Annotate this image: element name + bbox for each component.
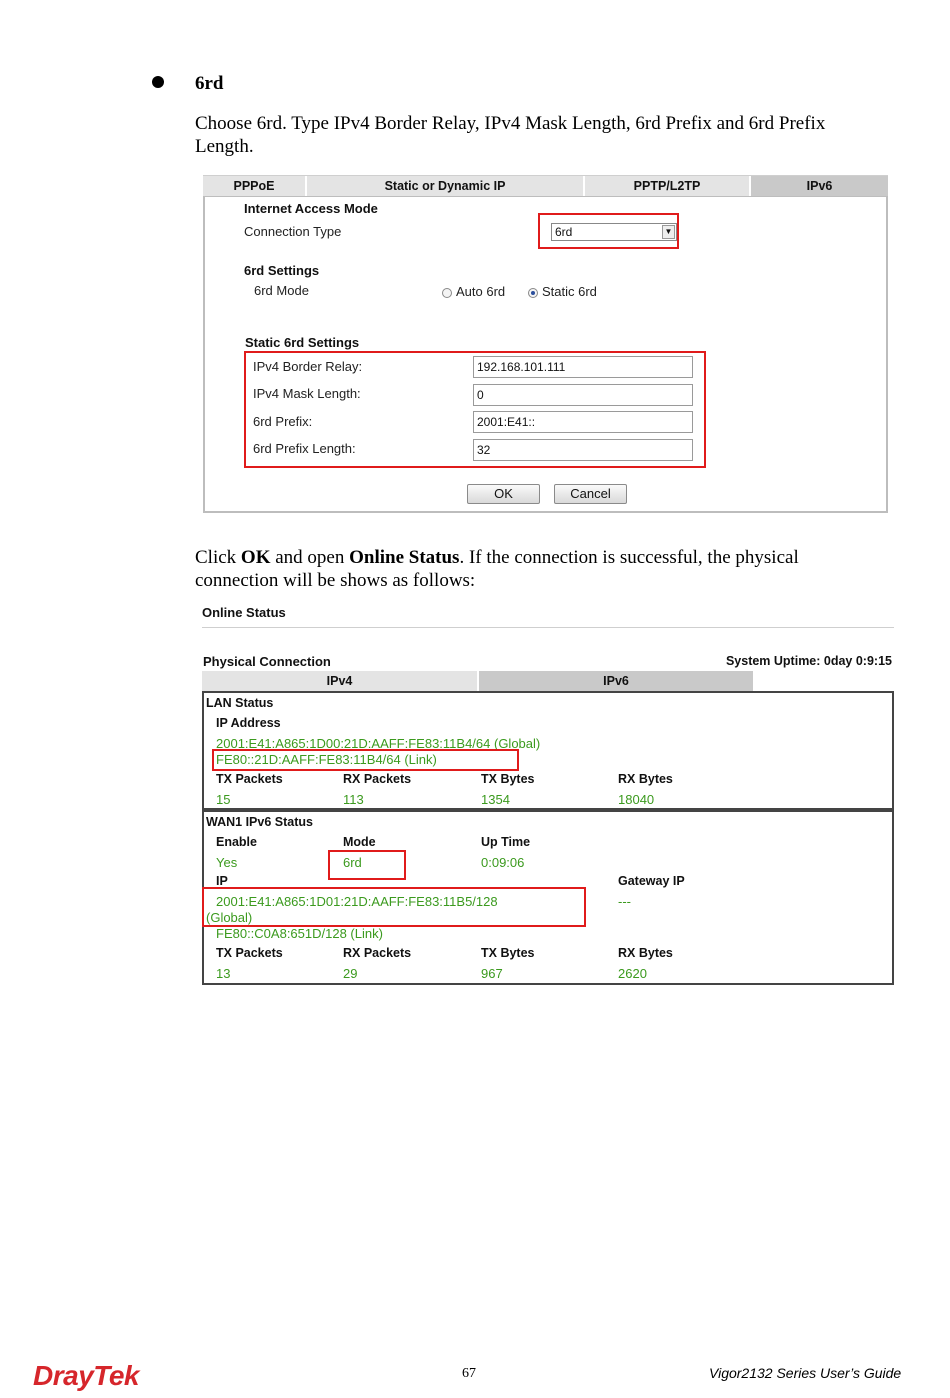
wan-ip-link: FE80::C0A8:651D/128 (Link)	[216, 926, 383, 941]
wan-ip-label: IP	[216, 874, 228, 888]
wan-uptime-value: 0:09:06	[481, 855, 525, 870]
border-relay-label: IPv4 Border Relay:	[253, 359, 363, 374]
title-divider	[202, 627, 894, 628]
tab-pptp-l2tp[interactable]: PPTP/L2TP	[585, 176, 751, 197]
lan-ip-global: 2001:E41:A865:1D00:21D:AAFF:FE83:11B4/64 (Global)	[216, 736, 541, 751]
static-6rd-settings-heading: Static 6rd Settings	[245, 335, 360, 350]
lan-tx-bytes: 1354	[481, 792, 510, 807]
lan-tx-packets-label: TX Packets	[216, 772, 283, 786]
lan-ip-address-label: IP Address	[216, 716, 281, 730]
ipv6-settings-panel	[203, 196, 888, 513]
wan-ip-global-suffix: (Global)	[206, 910, 253, 925]
wan-gateway-value: ---	[618, 894, 631, 909]
lan-ip-link: FE80::21D:AAFF:FE83:11B4/64 (Link)	[216, 752, 437, 767]
radio-static-6rd-label: Static 6rd	[542, 284, 597, 299]
radio-static-6rd[interactable]	[528, 288, 538, 298]
lan-status-heading: LAN Status	[206, 696, 274, 710]
mask-length-label: IPv4 Mask Length:	[253, 386, 361, 401]
para2-text-3: . If the connection is successful, the physical connection will be shows as follows:	[195, 547, 799, 591]
tab-ipv6-status[interactable]: IPv6	[479, 671, 753, 691]
radio-auto-6rd-label: Auto 6rd	[456, 284, 506, 299]
border-relay-input[interactable]: 192.168.101.111	[473, 356, 693, 378]
sixrd-mode-label: 6rd Mode	[254, 283, 309, 298]
wan-tx-packets-label: TX Packets	[216, 946, 283, 960]
wan-uptime-label: Up Time	[481, 835, 531, 849]
lan-rx-packets: 113	[343, 792, 364, 807]
wan-gateway-label: Gateway IP	[618, 874, 685, 888]
mask-length-input[interactable]: 0	[473, 384, 693, 406]
ip-version-tabs	[202, 671, 753, 691]
physical-connection-heading: Physical Connection	[203, 654, 331, 669]
sixrd-settings-heading: 6rd Settings	[244, 263, 320, 278]
wan-tx-bytes-label: TX Bytes	[481, 946, 535, 960]
lan-status-box	[202, 691, 894, 810]
draytek-logo: DrayTek	[33, 1360, 139, 1391]
wan-mode-highlight	[328, 850, 406, 880]
sixrd-prefix-label: 6rd Prefix:	[253, 414, 313, 429]
sixrd-prefix-length-label: 6rd Prefix Length:	[253, 441, 356, 456]
tab-pppoe[interactable]: PPPoE	[203, 176, 307, 197]
online-status-paragraph	[195, 546, 885, 592]
lan-tx-packets: 15	[216, 792, 231, 807]
wan-ip-global: 2001:E41:A865:1D01:21D:AAFF:FE83:11B5/128	[216, 894, 498, 909]
wan-status-box	[202, 810, 894, 985]
page-number: 67	[462, 1366, 476, 1381]
wan-tx-packets: 13	[216, 966, 231, 981]
para2-text-1: Click	[195, 547, 241, 568]
wan-mode-label: Mode	[343, 835, 376, 849]
connection-type-value: 6rd	[555, 225, 573, 239]
wan-tab-bar	[203, 175, 888, 197]
wan-rx-bytes-label: RX Bytes	[618, 946, 673, 960]
wan-enable-label: Enable	[216, 835, 257, 849]
internet-access-mode-heading: Internet Access Mode	[244, 201, 378, 216]
wan-enable-value: Yes	[216, 855, 238, 870]
para2-ok-bold: OK	[240, 547, 271, 568]
lan-tx-bytes-label: TX Bytes	[481, 772, 535, 786]
ipv6-config-screenshot	[203, 175, 888, 513]
para2-online-status-bold: Online Status	[349, 547, 460, 568]
tab-static-dynamic-ip[interactable]: Static or Dynamic IP	[307, 176, 585, 197]
wan-mode-value: 6rd	[343, 855, 362, 870]
connection-type-label: Connection Type	[244, 224, 342, 239]
tab-ipv4[interactable]: IPv4	[202, 671, 477, 691]
connection-type-select[interactable]	[551, 223, 677, 241]
online-status-screenshot	[202, 602, 894, 987]
wan-rx-packets: 29	[343, 966, 358, 981]
wan-tx-bytes: 967	[481, 966, 503, 981]
radio-auto-6rd[interactable]	[442, 288, 452, 298]
system-uptime: System Uptime: 0day 0:9:15	[725, 654, 892, 668]
lan-rx-packets-label: RX Packets	[343, 772, 412, 786]
sixrd-prefix-input[interactable]: 2001:E41::	[473, 411, 693, 433]
online-status-title: Online Status	[202, 605, 286, 620]
guide-title: Vigor2132 Series User’s Guide	[709, 1365, 902, 1381]
lan-rx-bytes: 18040	[618, 792, 655, 807]
tab-ipv6[interactable]: IPv6	[751, 176, 888, 197]
wan-rx-packets-label: RX Packets	[343, 946, 412, 960]
para2-text-2: and open	[270, 547, 350, 568]
cancel-button[interactable]: Cancel	[554, 484, 627, 504]
wan-rx-bytes: 2620	[618, 966, 647, 981]
intro-paragraph: Choose 6rd. Type IPv4 Border Relay, IPv4 Mask Length, 6rd Prefix and 6rd Prefix Length.	[195, 113, 826, 157]
ok-button[interactable]: OK	[467, 484, 540, 504]
section-title: 6rd	[195, 73, 224, 94]
bullet-icon	[152, 76, 164, 88]
wan-status-heading: WAN1 IPv6 Status	[206, 815, 313, 829]
sixrd-prefix-length-input[interactable]: 32	[473, 439, 693, 461]
chevron-down-icon[interactable]: ▼	[662, 225, 675, 239]
lan-rx-bytes-label: RX Bytes	[618, 772, 673, 786]
